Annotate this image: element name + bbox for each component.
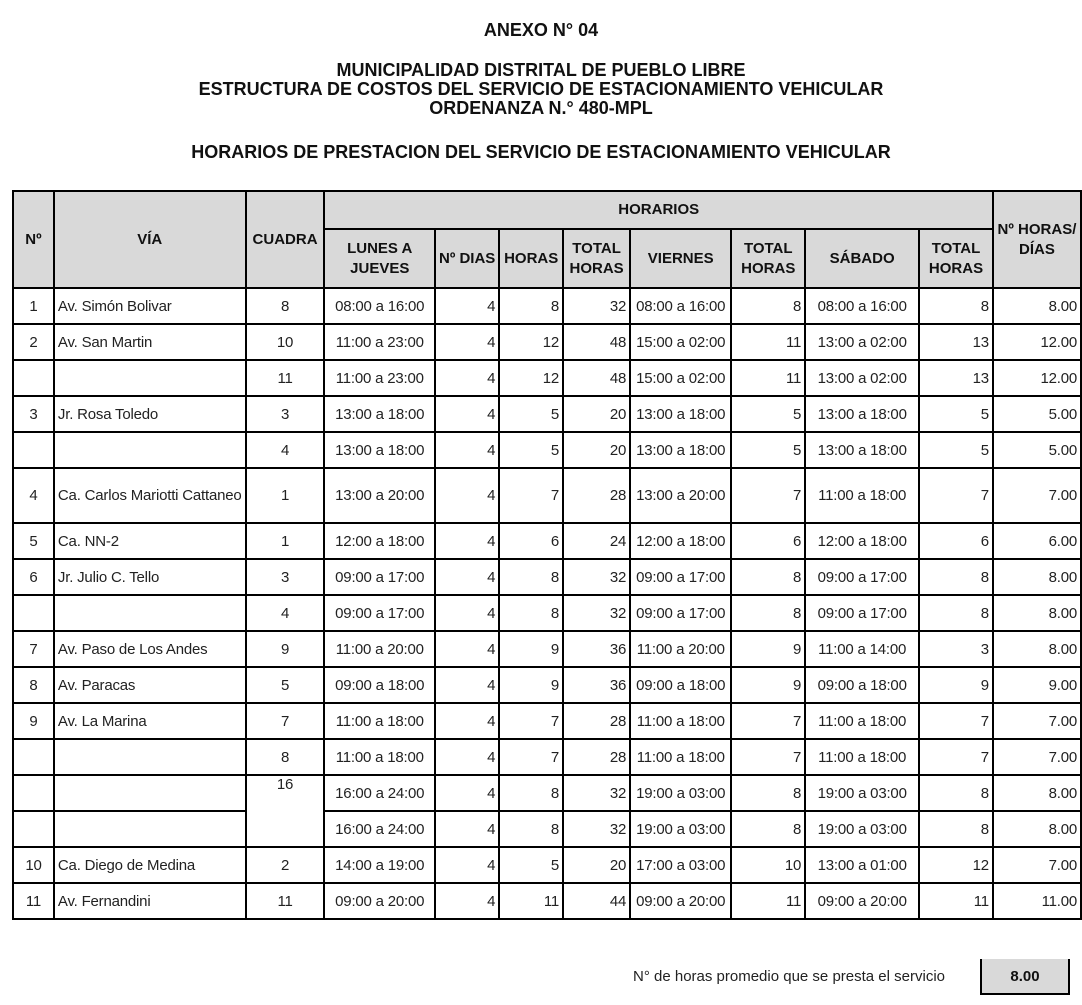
row-total-horas-2: 8 xyxy=(731,775,805,811)
row-n-dias: 4 xyxy=(435,847,499,883)
row-total-horas-3: 8 xyxy=(919,811,993,847)
row-horas: 8 xyxy=(499,811,563,847)
table-row xyxy=(13,288,1081,324)
row-total-horas-1: 44 xyxy=(563,883,630,919)
row-total-horas-3: 7 xyxy=(919,739,993,775)
col-header-via: VÍA xyxy=(54,191,246,288)
row-n-dias: 4 xyxy=(435,667,499,703)
row-total-horas-3: 5 xyxy=(919,432,993,468)
row-total-horas-1: 48 xyxy=(563,324,630,360)
row-total-horas-1: 36 xyxy=(563,667,630,703)
row-sabado: 09:00 a 20:00 xyxy=(805,883,919,919)
row-via: Ca. Carlos Mariotti Cattaneo xyxy=(54,468,246,523)
row-no xyxy=(13,811,54,847)
row-horas: 7 xyxy=(499,703,563,739)
col-header-horas-dias: Nº HORAS/ DÍAS xyxy=(993,191,1081,288)
row-viernes: 13:00 a 20:00 xyxy=(630,468,731,523)
row-cuadra: 9 xyxy=(246,631,325,667)
row-cuadra: 5 xyxy=(246,667,325,703)
row-total-horas-1: 32 xyxy=(563,775,630,811)
table-row xyxy=(13,396,1081,432)
row-viernes: 12:00 a 18:00 xyxy=(630,523,731,559)
row-total-horas-3: 6 xyxy=(919,523,993,559)
row-cuadra: 10 xyxy=(246,324,325,360)
row-viernes: 09:00 a 20:00 xyxy=(630,883,731,919)
row-viernes: 09:00 a 17:00 xyxy=(630,595,731,631)
row-total-horas-1: 28 xyxy=(563,739,630,775)
row-viernes: 09:00 a 17:00 xyxy=(630,559,731,595)
table-row xyxy=(13,739,1081,775)
title-block xyxy=(0,61,1082,118)
row-n-dias: 4 xyxy=(435,324,499,360)
row-horas-dias: 8.00 xyxy=(993,288,1081,324)
row-no: 10 xyxy=(13,847,54,883)
row-viernes: 15:00 a 02:00 xyxy=(630,360,731,396)
row-total-horas-2: 10 xyxy=(731,847,805,883)
row-total-horas-2: 11 xyxy=(731,883,805,919)
row-horas-dias: 9.00 xyxy=(993,667,1081,703)
row-n-dias: 4 xyxy=(435,468,499,523)
row-no xyxy=(13,432,54,468)
row-sabado: 13:00 a 18:00 xyxy=(805,432,919,468)
average-hours-value: 8.00 xyxy=(980,959,1070,995)
row-n-dias: 4 xyxy=(435,360,499,396)
row-horas: 9 xyxy=(499,667,563,703)
row-total-horas-3: 12 xyxy=(919,847,993,883)
row-cuadra: 7 xyxy=(246,703,325,739)
row-horas: 8 xyxy=(499,559,563,595)
table-row xyxy=(13,667,1081,703)
row-horas-dias: 11.00 xyxy=(993,883,1081,919)
row-via: Av. San Martin xyxy=(54,324,246,360)
row-via: Av. La Marina xyxy=(54,703,246,739)
row-n-dias: 4 xyxy=(435,883,499,919)
row-horas: 7 xyxy=(499,739,563,775)
row-total-horas-1: 32 xyxy=(563,559,630,595)
row-total-horas-2: 5 xyxy=(731,396,805,432)
row-sabado: 08:00 a 16:00 xyxy=(805,288,919,324)
col-header-horas: HORAS xyxy=(499,229,563,288)
row-horas-dias: 7.00 xyxy=(993,468,1081,523)
row-lunes-jueves: 09:00 a 20:00 xyxy=(324,883,435,919)
col-header-horarios: HORARIOS xyxy=(324,191,992,229)
row-total-horas-3: 8 xyxy=(919,595,993,631)
row-n-dias: 4 xyxy=(435,811,499,847)
row-total-horas-1: 36 xyxy=(563,631,630,667)
row-total-horas-3: 8 xyxy=(919,288,993,324)
row-horas: 5 xyxy=(499,847,563,883)
table-row xyxy=(13,523,1081,559)
row-total-horas-3: 7 xyxy=(919,468,993,523)
row-total-horas-1: 20 xyxy=(563,847,630,883)
row-via xyxy=(54,595,246,631)
row-via xyxy=(54,432,246,468)
row-total-horas-1: 24 xyxy=(563,523,630,559)
table-row xyxy=(13,703,1081,739)
row-sabado: 09:00 a 17:00 xyxy=(805,595,919,631)
row-n-dias: 4 xyxy=(435,432,499,468)
row-no: 4 xyxy=(13,468,54,523)
row-viernes: 11:00 a 20:00 xyxy=(630,631,731,667)
row-no: 2 xyxy=(13,324,54,360)
row-horas: 12 xyxy=(499,324,563,360)
row-n-dias: 4 xyxy=(435,559,499,595)
row-lunes-jueves: 16:00 a 24:00 xyxy=(324,775,435,811)
col-header-sabado: SÁBADO xyxy=(805,229,919,288)
col-header-no: Nº xyxy=(13,191,54,288)
row-total-horas-2: 5 xyxy=(731,432,805,468)
row-cuadra: 2 xyxy=(246,847,325,883)
row-total-horas-2: 11 xyxy=(731,360,805,396)
row-cuadra: 3 xyxy=(246,559,325,595)
row-no: 11 xyxy=(13,883,54,919)
row-n-dias: 4 xyxy=(435,595,499,631)
row-total-horas-1: 20 xyxy=(563,396,630,432)
row-total-horas-1: 28 xyxy=(563,468,630,523)
row-total-horas-1: 32 xyxy=(563,811,630,847)
row-no xyxy=(13,775,54,811)
table-row xyxy=(13,631,1081,667)
row-horas: 6 xyxy=(499,523,563,559)
row-lunes-jueves: 16:00 a 24:00 xyxy=(324,811,435,847)
row-total-horas-3: 3 xyxy=(919,631,993,667)
row-total-horas-2: 8 xyxy=(731,288,805,324)
col-header-cuadra: CUADRA xyxy=(246,191,325,288)
row-no: 1 xyxy=(13,288,54,324)
row-total-horas-1: 28 xyxy=(563,703,630,739)
row-via xyxy=(54,360,246,396)
row-total-horas-2: 8 xyxy=(731,559,805,595)
row-lunes-jueves: 11:00 a 18:00 xyxy=(324,739,435,775)
row-cuadra: 1 xyxy=(246,468,325,523)
row-total-horas-1: 32 xyxy=(563,288,630,324)
row-sabado: 13:00 a 18:00 xyxy=(805,396,919,432)
row-total-horas-3: 13 xyxy=(919,360,993,396)
row-horas: 12 xyxy=(499,360,563,396)
row-total-horas-2: 8 xyxy=(731,595,805,631)
row-via: Av. Simón Bolivar xyxy=(54,288,246,324)
col-header-viernes: VIERNES xyxy=(630,229,731,288)
row-horas-dias: 12.00 xyxy=(993,360,1081,396)
row-lunes-jueves: 08:00 a 16:00 xyxy=(324,288,435,324)
row-sabado: 12:00 a 18:00 xyxy=(805,523,919,559)
row-total-horas-3: 8 xyxy=(919,559,993,595)
row-lunes-jueves: 13:00 a 18:00 xyxy=(324,432,435,468)
row-cuadra: 11 xyxy=(246,360,325,396)
row-via: Av. Paso de Los Andes xyxy=(54,631,246,667)
row-horas-dias: 8.00 xyxy=(993,631,1081,667)
row-viernes: 19:00 a 03:00 xyxy=(630,811,731,847)
row-viernes: 17:00 a 03:00 xyxy=(630,847,731,883)
row-no xyxy=(13,360,54,396)
row-sabado: 19:00 a 03:00 xyxy=(805,811,919,847)
row-sabado: 13:00 a 01:00 xyxy=(805,847,919,883)
row-sabado: 11:00 a 18:00 xyxy=(805,468,919,523)
average-hours-label: N° de horas promedio que se presta el servicio xyxy=(633,968,945,985)
row-no: 8 xyxy=(13,667,54,703)
col-header-total-horas-1: TOTAL HORAS xyxy=(563,229,630,288)
row-sabado: 19:00 a 03:00 xyxy=(805,775,919,811)
annex-title: ANEXO N° 04 xyxy=(483,20,599,40)
row-cuadra: 4 xyxy=(246,595,325,631)
row-n-dias: 4 xyxy=(435,523,499,559)
row-total-horas-1: 32 xyxy=(563,595,630,631)
row-viernes: 19:00 a 03:00 xyxy=(630,775,731,811)
row-via xyxy=(54,775,246,811)
row-total-horas-3: 13 xyxy=(919,324,993,360)
col-header-lunes-jueves: LUNES A JUEVES xyxy=(324,229,435,288)
row-no: 6 xyxy=(13,559,54,595)
row-sabado: 09:00 a 17:00 xyxy=(805,559,919,595)
row-total-horas-2: 8 xyxy=(731,811,805,847)
row-no xyxy=(13,739,54,775)
table-row xyxy=(13,432,1081,468)
row-horas-dias: 5.00 xyxy=(993,396,1081,432)
municipality-title: MUNICIPALIDAD DISTRITAL DE PUEBLO LIBRE xyxy=(336,60,746,80)
row-n-dias: 4 xyxy=(435,703,499,739)
row-horas-dias: 8.00 xyxy=(993,559,1081,595)
row-horas-dias: 8.00 xyxy=(993,811,1081,847)
schedule-subtitle: HORARIOS DE PRESTACION DEL SERVICIO DE ESTACIONAMIENTO VEHICULAR xyxy=(191,142,891,162)
row-no: 5 xyxy=(13,523,54,559)
row-viernes: 09:00 a 18:00 xyxy=(630,667,731,703)
table-row xyxy=(13,811,1081,847)
row-via: Av. Paracas xyxy=(54,667,246,703)
row-n-dias: 4 xyxy=(435,775,499,811)
row-total-horas-3: 8 xyxy=(919,775,993,811)
row-horas: 5 xyxy=(499,432,563,468)
row-horas: 8 xyxy=(499,775,563,811)
row-lunes-jueves: 11:00 a 23:00 xyxy=(324,324,435,360)
row-viernes: 15:00 a 02:00 xyxy=(630,324,731,360)
row-n-dias: 4 xyxy=(435,288,499,324)
row-lunes-jueves: 12:00 a 18:00 xyxy=(324,523,435,559)
row-n-dias: 4 xyxy=(435,631,499,667)
col-header-total-horas-2: TOTAL HORAS xyxy=(731,229,805,288)
row-total-horas-3: 5 xyxy=(919,396,993,432)
row-no: 3 xyxy=(13,396,54,432)
col-header-n-dias: Nº DIAS xyxy=(435,229,499,288)
row-total-horas-2: 9 xyxy=(731,667,805,703)
row-viernes: 11:00 a 18:00 xyxy=(630,739,731,775)
row-total-horas-1: 20 xyxy=(563,432,630,468)
row-n-dias: 4 xyxy=(435,739,499,775)
row-total-horas-2: 7 xyxy=(731,739,805,775)
row-cuadra: 4 xyxy=(246,432,325,468)
row-total-horas-2: 11 xyxy=(731,324,805,360)
row-horas-dias: 8.00 xyxy=(993,775,1081,811)
row-horas-dias: 5.00 xyxy=(993,432,1081,468)
row-total-horas-2: 7 xyxy=(731,468,805,523)
row-horas: 7 xyxy=(499,468,563,523)
row-lunes-jueves: 11:00 a 23:00 xyxy=(324,360,435,396)
row-horas-dias: 7.00 xyxy=(993,739,1081,775)
row-horas: 8 xyxy=(499,288,563,324)
col-header-total-horas-3: TOTAL HORAS xyxy=(919,229,993,288)
row-viernes: 08:00 a 16:00 xyxy=(630,288,731,324)
row-sabado: 11:00 a 18:00 xyxy=(805,703,919,739)
ordinance-title: ORDENANZA N.° 480-MPL xyxy=(429,98,653,118)
row-lunes-jueves: 11:00 a 18:00 xyxy=(324,703,435,739)
row-via: Ca. Diego de Medina xyxy=(54,847,246,883)
row-no: 7 xyxy=(13,631,54,667)
row-total-horas-3: 11 xyxy=(919,883,993,919)
row-cuadra: 1 xyxy=(246,523,325,559)
row-total-horas-2: 6 xyxy=(731,523,805,559)
row-horas: 9 xyxy=(499,631,563,667)
table-row xyxy=(13,883,1081,919)
row-horas-dias: 7.00 xyxy=(993,847,1081,883)
row-lunes-jueves: 13:00 a 18:00 xyxy=(324,396,435,432)
row-horas-dias: 12.00 xyxy=(993,324,1081,360)
schedule-table xyxy=(12,190,1082,920)
row-via: Jr. Rosa Toledo xyxy=(54,396,246,432)
row-no: 9 xyxy=(13,703,54,739)
row-via xyxy=(54,739,246,775)
row-cuadra: 11 xyxy=(246,883,325,919)
row-total-horas-3: 7 xyxy=(919,703,993,739)
row-sabado: 13:00 a 02:00 xyxy=(805,324,919,360)
row-cuadra: 8 xyxy=(246,288,325,324)
table-row xyxy=(13,775,1081,811)
row-total-horas-2: 7 xyxy=(731,703,805,739)
row-no xyxy=(13,595,54,631)
row-horas: 5 xyxy=(499,396,563,432)
row-lunes-jueves: 11:00 a 20:00 xyxy=(324,631,435,667)
row-horas: 11 xyxy=(499,883,563,919)
row-lunes-jueves: 14:00 a 19:00 xyxy=(324,847,435,883)
row-via: Jr. Julio C. Tello xyxy=(54,559,246,595)
row-sabado: 11:00 a 18:00 xyxy=(805,739,919,775)
row-lunes-jueves: 09:00 a 18:00 xyxy=(324,667,435,703)
table-row xyxy=(13,468,1081,523)
row-viernes: 11:00 a 18:00 xyxy=(630,703,731,739)
row-via: Av. Fernandini xyxy=(54,883,246,919)
row-lunes-jueves: 09:00 a 17:00 xyxy=(324,595,435,631)
row-via: Ca. NN-2 xyxy=(54,523,246,559)
row-n-dias: 4 xyxy=(435,396,499,432)
cost-structure-title: ESTRUCTURA DE COSTOS DEL SERVICIO DE ESTACIONAMIENTO VEHICULAR xyxy=(198,79,884,99)
row-lunes-jueves: 09:00 a 17:00 xyxy=(324,559,435,595)
row-cuadra: 3 xyxy=(246,396,325,432)
row-total-horas-1: 48 xyxy=(563,360,630,396)
row-horas: 8 xyxy=(499,595,563,631)
row-total-horas-3: 9 xyxy=(919,667,993,703)
table-row xyxy=(13,559,1081,595)
table-row xyxy=(13,360,1081,396)
row-sabado: 13:00 a 02:00 xyxy=(805,360,919,396)
row-horas-dias: 7.00 xyxy=(993,703,1081,739)
row-total-horas-2: 9 xyxy=(731,631,805,667)
table-row xyxy=(13,847,1081,883)
row-horas-dias: 6.00 xyxy=(993,523,1081,559)
row-horas-dias: 8.00 xyxy=(993,595,1081,631)
row-sabado: 09:00 a 18:00 xyxy=(805,667,919,703)
row-via xyxy=(54,811,246,847)
row-sabado: 11:00 a 14:00 xyxy=(805,631,919,667)
row-viernes: 13:00 a 18:00 xyxy=(630,396,731,432)
table-row xyxy=(13,324,1081,360)
row-viernes: 13:00 a 18:00 xyxy=(630,432,731,468)
row-lunes-jueves: 13:00 a 20:00 xyxy=(324,468,435,523)
row-cuadra: 8 xyxy=(246,739,325,775)
table-row xyxy=(13,595,1081,631)
row-cuadra: 16 xyxy=(246,775,325,847)
